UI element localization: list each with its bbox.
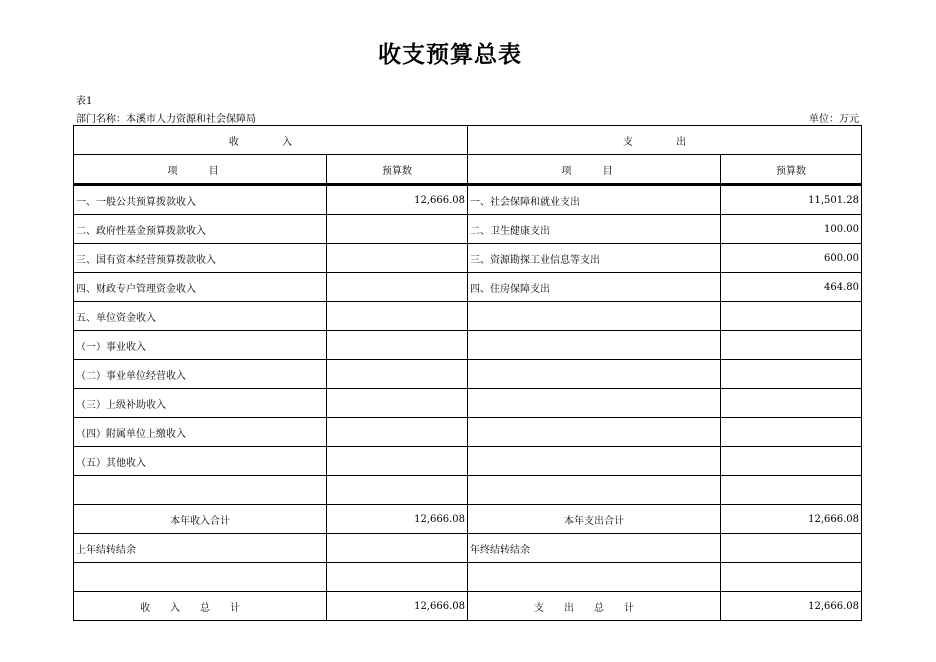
income-item-cell: （二）事业单位经营收入: [74, 360, 327, 389]
table-row: [74, 360, 862, 389]
income-item-cell: （一）事业收入: [74, 331, 327, 360]
expense-item-header: 项 目: [467, 155, 720, 185]
income-item-cell: （三）上级补助收入: [74, 389, 327, 418]
blank-cell: [467, 563, 720, 592]
income-item-cell: [74, 476, 327, 505]
income-item-cell: 二、政府性基金预算拨款收入: [74, 215, 327, 244]
expense-value-cell: 600.00: [721, 244, 862, 273]
income-carryover-value: [327, 534, 468, 563]
income-carryover-label: 上年结转结余: [74, 534, 327, 563]
expense-value-cell: [721, 302, 862, 331]
table-body: [74, 185, 862, 505]
expense-item-cell: 四、住房保障支出: [467, 273, 720, 302]
expense-section-header: 支 出: [467, 126, 861, 155]
expense-item-cell: 一、社会保障和就业支出: [467, 185, 720, 215]
income-item-cell: 一、一般公共预算拨款收入: [74, 185, 327, 215]
expense-carryover-label: 年终结转结余: [467, 534, 720, 563]
expense-total-label: 支出总计: [467, 592, 720, 621]
income-value-cell: [327, 447, 468, 476]
income-value-cell: [327, 244, 468, 273]
page-title: 收支预算总表: [378, 42, 522, 68]
expense-carryover-value: [721, 534, 862, 563]
expense-value-cell: [721, 360, 862, 389]
expense-item-cell: 三、资源勘探工业信息等支出: [467, 244, 720, 273]
header-row-sections: [74, 126, 862, 155]
carryover-row: [74, 534, 862, 563]
expense-item-cell: [467, 476, 720, 505]
department-name: 部门名称：本溪市人力资源和社会保障局: [76, 114, 256, 125]
income-value-cell: [327, 389, 468, 418]
expense-value-cell: [721, 389, 862, 418]
table-number: 表1: [76, 96, 93, 107]
income-subtotal-label: 本年收入合计: [74, 505, 327, 534]
income-item-cell: （四）附属单位上缴收入: [74, 418, 327, 447]
income-value-cell: [327, 476, 468, 505]
income-value-cell: [327, 215, 468, 244]
table-row: [74, 331, 862, 360]
header-row-columns: [74, 155, 862, 185]
table-row: [74, 447, 862, 476]
expense-item-cell: [467, 447, 720, 476]
expense-subtotal-value: 12,666.08: [721, 505, 862, 534]
income-value-cell: 12,666.08: [327, 185, 468, 215]
income-item-header: 项 目: [74, 155, 327, 185]
table-row: [74, 302, 862, 331]
expense-item-cell: [467, 331, 720, 360]
expense-value-cell: [721, 447, 862, 476]
income-subtotal-value: 12,666.08: [327, 505, 468, 534]
table-row: [74, 215, 862, 244]
blank-cell: [327, 563, 468, 592]
income-value-cell: [327, 418, 468, 447]
table-row: [74, 185, 862, 215]
expense-item-cell: [467, 389, 720, 418]
expense-subtotal-label: 本年支出合计: [467, 505, 720, 534]
expense-item-cell: [467, 302, 720, 331]
income-value-cell: [327, 331, 468, 360]
table-row: [74, 244, 862, 273]
table-row: [74, 389, 862, 418]
unit-label: 单位：万元: [809, 114, 859, 125]
income-item-cell: 三、国有资本经营预算拨款收入: [74, 244, 327, 273]
income-section-header: 收 入: [74, 126, 468, 155]
expense-total-value: 12,666.08: [721, 592, 862, 621]
blank-row: [74, 563, 862, 592]
expense-value-cell: [721, 418, 862, 447]
income-value-cell: [327, 360, 468, 389]
income-total-value: 12,666.08: [327, 592, 468, 621]
total-row: [74, 592, 862, 621]
budget-summary-table: [73, 125, 862, 621]
income-item-cell: （五）其他收入: [74, 447, 327, 476]
table-row: [74, 273, 862, 302]
income-item-cell: 四、财政专户管理资金收入: [74, 273, 327, 302]
income-value-cell: [327, 273, 468, 302]
expense-item-cell: [467, 360, 720, 389]
expense-item-cell: 二、卫生健康支出: [467, 215, 720, 244]
expense-value-cell: 100.00: [721, 215, 862, 244]
subtotal-row: [74, 505, 862, 534]
expense-value-cell: 464.80: [721, 273, 862, 302]
income-total-label: 收入总计: [74, 592, 327, 621]
blank-cell: [721, 563, 862, 592]
expense-value-cell: 11,501.28: [721, 185, 862, 215]
expense-value-cell: [721, 331, 862, 360]
income-item-cell: 五、单位资金收入: [74, 302, 327, 331]
income-value-cell: [327, 302, 468, 331]
table-row: [74, 476, 862, 505]
expense-item-cell: [467, 418, 720, 447]
table-row: [74, 418, 862, 447]
income-budget-header: 预算数: [327, 155, 468, 185]
expense-budget-header: 预算数: [721, 155, 862, 185]
expense-value-cell: [721, 476, 862, 505]
blank-cell: [74, 563, 327, 592]
